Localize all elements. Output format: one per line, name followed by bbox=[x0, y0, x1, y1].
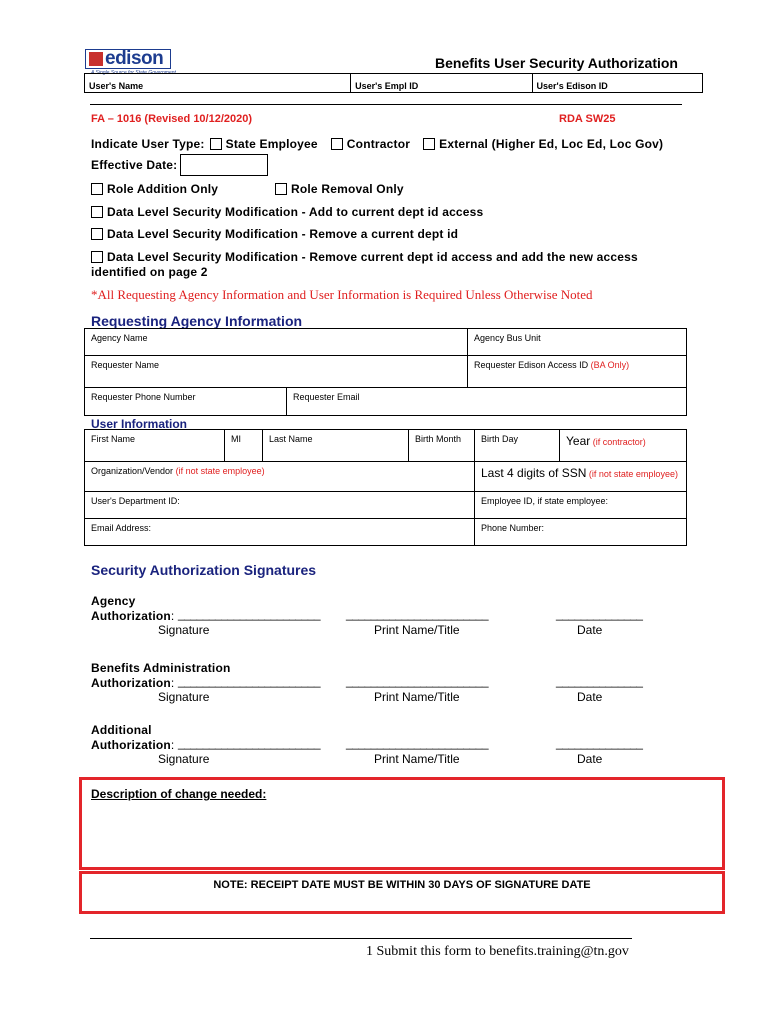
dls-remove-checkbox[interactable] bbox=[91, 228, 103, 240]
description-box[interactable] bbox=[79, 777, 725, 870]
dls-remove-row bbox=[91, 227, 458, 241]
contractor-label: Contractor bbox=[346, 137, 411, 151]
user-type-label: Indicate User Type: bbox=[91, 137, 205, 151]
user-info-heading: User Information bbox=[91, 417, 188, 431]
requester-name-field[interactable]: Requester Name bbox=[85, 356, 468, 388]
requester-phone-field[interactable]: Requester Phone Number bbox=[85, 388, 287, 416]
role-addition-checkbox[interactable] bbox=[91, 183, 103, 195]
requester-edison-id-note: (BA Only) bbox=[590, 360, 630, 370]
signature-block-label-line1: Agency bbox=[91, 594, 136, 608]
ssn-field[interactable] bbox=[475, 462, 687, 492]
dls-remove-label: Data Level Security Modification - Remove a current dept id bbox=[107, 227, 459, 241]
requester-edison-id-label: Requester Edison Access ID bbox=[474, 360, 589, 370]
date-line[interactable]: ______________ bbox=[556, 674, 643, 688]
signature-block-label bbox=[91, 723, 174, 753]
required-note: *All Requesting Agency Information and User Information is Required Unless Otherwise Noted bbox=[91, 287, 593, 302]
agency-name-field[interactable]: Agency Name bbox=[85, 329, 468, 356]
user-info-table bbox=[84, 429, 687, 546]
description-label: Description of change needed: bbox=[91, 787, 267, 801]
role-addition-label: Role Addition Only bbox=[107, 182, 219, 196]
signature-line[interactable]: _______________________ bbox=[178, 736, 320, 750]
dls-replace-row bbox=[91, 250, 638, 264]
first-name-field[interactable]: First Name bbox=[85, 430, 225, 462]
print-name-line[interactable]: _______________________ bbox=[346, 674, 488, 688]
print-name-line[interactable]: _______________________ bbox=[346, 736, 488, 750]
logo-tagline: A Single Source for State Government bbox=[91, 70, 176, 76]
effective-date-row bbox=[91, 154, 268, 176]
signature-caption: Signature bbox=[158, 752, 210, 766]
employee-id-field[interactable]: Employee ID, if state employee: bbox=[475, 492, 687, 519]
role-removal-label: Role Removal Only bbox=[291, 182, 404, 196]
requester-edison-id-field[interactable] bbox=[468, 356, 687, 388]
state-employee-checkbox[interactable] bbox=[210, 138, 222, 150]
form-title: Benefits User Security Authorization bbox=[435, 55, 678, 71]
role-addition-row bbox=[91, 182, 218, 196]
mi-field[interactable]: MI bbox=[225, 430, 263, 462]
organization-vendor-label: Organization/Vendor bbox=[91, 466, 174, 476]
logo-frame bbox=[85, 49, 171, 69]
print-name-line[interactable]: _______________________ bbox=[346, 607, 488, 621]
signature-caption: Signature bbox=[158, 623, 210, 637]
requester-email-field[interactable]: Requester Email bbox=[287, 388, 687, 416]
users-edison-id-field[interactable]: User's Edison ID bbox=[532, 74, 702, 92]
effective-date-label: Effective Date: bbox=[91, 158, 178, 172]
dls-replace-label: Data Level Security Modification - Remove current dept id access and add the new access bbox=[107, 250, 638, 264]
dls-replace-checkbox[interactable] bbox=[91, 251, 103, 263]
last-name-field[interactable]: Last Name bbox=[263, 430, 409, 462]
logo-emblem-icon bbox=[89, 52, 103, 66]
header-divider bbox=[90, 104, 682, 105]
footer-submit-text: 1 Submit this form to benefits.training@tn.gov bbox=[366, 944, 629, 959]
dls-add-checkbox[interactable] bbox=[91, 206, 103, 218]
signature-block-agency bbox=[91, 594, 691, 640]
birth-day-field[interactable]: Birth Day bbox=[475, 430, 560, 462]
date-line[interactable]: ______________ bbox=[556, 736, 643, 750]
signature-block-label bbox=[91, 594, 174, 624]
users-name-field[interactable]: User's Name bbox=[89, 81, 144, 91]
signature-line[interactable]: _______________________ bbox=[178, 674, 320, 688]
signature-block-label-line2: Authorization bbox=[91, 609, 171, 623]
signature-block-label-line1: Benefits Administration bbox=[91, 661, 231, 675]
signature-line[interactable]: _______________________ bbox=[178, 607, 320, 621]
receipt-date-note: NOTE: RECEIPT DATE MUST BE WITHIN 30 DAYS OF SIGNATURE DATE bbox=[213, 879, 591, 891]
external-checkbox[interactable] bbox=[423, 138, 435, 150]
users-empl-id-field[interactable]: User's Empl ID bbox=[350, 74, 531, 92]
role-removal-row bbox=[275, 182, 404, 196]
organization-vendor-field[interactable] bbox=[85, 462, 475, 492]
user-header-fields bbox=[84, 73, 703, 93]
dls-add-label: Data Level Security Modification - Add to current dept id access bbox=[107, 205, 484, 219]
signature-block-label-line1: Additional bbox=[91, 723, 152, 737]
signature-block-additional bbox=[91, 723, 691, 769]
print-name-caption: Print Name/Title bbox=[374, 623, 460, 637]
external-label: External (Higher Ed, Loc Ed, Loc Gov) bbox=[439, 137, 664, 151]
signature-colon: : bbox=[170, 738, 175, 752]
footer-rule bbox=[90, 938, 632, 939]
user-type-row bbox=[91, 137, 663, 151]
ssn-label: Last 4 digits of SSN bbox=[481, 466, 587, 480]
state-employee-label: State Employee bbox=[225, 137, 318, 151]
print-name-caption: Print Name/Title bbox=[374, 752, 460, 766]
signature-block-label-line2: Authorization bbox=[91, 738, 171, 752]
date-caption: Date bbox=[577, 752, 603, 766]
logo-text: edison bbox=[105, 48, 164, 69]
effective-date-input[interactable] bbox=[180, 154, 268, 176]
phone-number-field[interactable]: Phone Number: bbox=[475, 519, 687, 546]
form-number: FA – 1016 (Revised 10/12/2020) bbox=[91, 113, 253, 125]
date-line[interactable]: ______________ bbox=[556, 607, 643, 621]
signature-block-benefits-admin bbox=[91, 661, 691, 707]
date-caption: Date bbox=[577, 623, 603, 637]
year-note: (if contractor) bbox=[592, 437, 646, 447]
note-box bbox=[79, 871, 725, 914]
organization-vendor-note: (if not state employee) bbox=[175, 466, 265, 476]
print-name-caption: Print Name/Title bbox=[374, 690, 460, 704]
contractor-checkbox[interactable] bbox=[331, 138, 343, 150]
date-caption: Date bbox=[577, 690, 603, 704]
ssn-note: (if not state employee) bbox=[588, 469, 678, 479]
signature-block-label-line2: Authorization bbox=[91, 676, 171, 690]
signature-colon: : bbox=[170, 676, 175, 690]
year-label: Year bbox=[566, 434, 591, 448]
email-address-field[interactable]: Email Address: bbox=[85, 519, 475, 546]
signatures-heading: Security Authorization Signatures bbox=[91, 562, 317, 578]
role-removal-checkbox[interactable] bbox=[275, 183, 287, 195]
department-id-field[interactable]: User's Department ID: bbox=[85, 492, 475, 519]
dls-add-row bbox=[91, 205, 483, 219]
signature-caption: Signature bbox=[158, 690, 210, 704]
rda-code: RDA SW25 bbox=[559, 113, 616, 125]
agency-heading: Requesting Agency Information bbox=[91, 313, 303, 329]
signature-colon: : bbox=[170, 609, 175, 623]
dls-replace-continuation: identified on page 2 bbox=[91, 265, 208, 279]
birth-month-field[interactable]: Birth Month bbox=[409, 430, 475, 462]
agency-bus-unit-field[interactable]: Agency Bus Unit bbox=[468, 329, 687, 356]
agency-table bbox=[84, 328, 687, 416]
year-field[interactable] bbox=[560, 430, 687, 462]
